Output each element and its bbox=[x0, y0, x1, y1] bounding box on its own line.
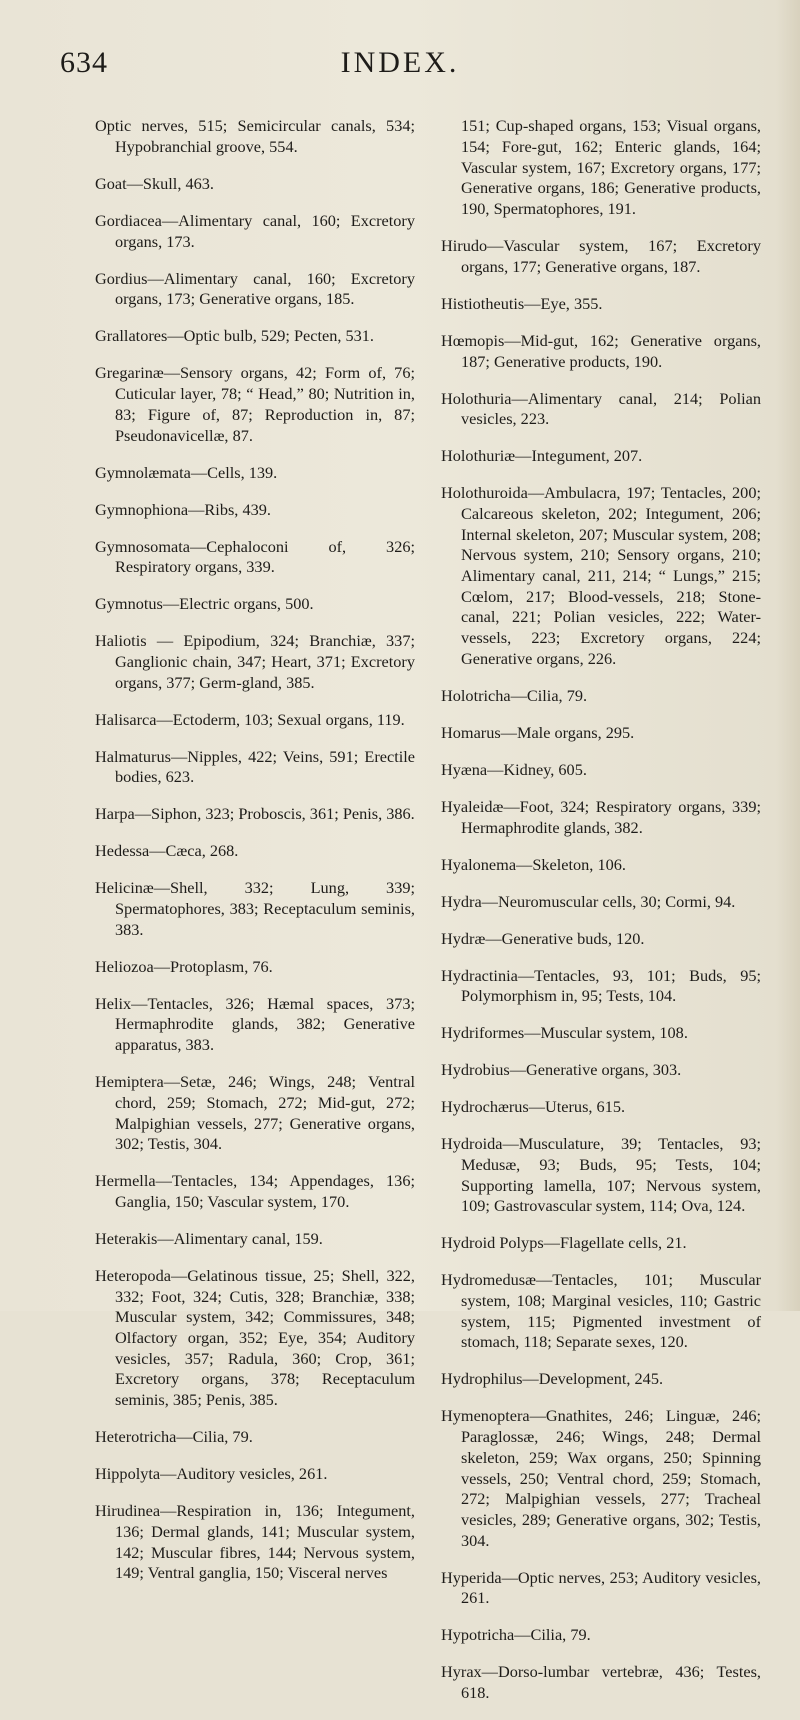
index-entry: Heterakis—Alimentary canal, 159. bbox=[95, 1228, 323, 1248]
index-entry: Hedessa—Cæca, 268. bbox=[95, 841, 239, 861]
index-entry: Hydriformes—Muscular system, 108. bbox=[441, 1023, 688, 1043]
index-entry: Hydrochærus—Uterus, 615. bbox=[441, 1097, 626, 1117]
index-entry: Halisarca—Ectoderm, 103; Sexual organs, 119. bbox=[95, 709, 405, 729]
index-entry: Hermella—Tentacles, 134; Appendages, 136; Ganglia, 150; Vascular system, 170. bbox=[95, 1171, 415, 1211]
right-column bbox=[441, 100, 761, 1720]
page-number: 634 bbox=[60, 46, 108, 79]
index-entry: Hypotricha—Cilia, 79. bbox=[441, 1625, 591, 1645]
index-entry: Helix—Tentacles, 326; Hæmal spaces, 373; Hermaphrodite glands, 382; Generative apparatus, 383. bbox=[95, 993, 415, 1055]
index-entry: Gymnotus—Electric organs, 500. bbox=[95, 594, 314, 614]
index-entry: Halmaturus—Nipples, 422; Veins, 591; Erectile bodies, 623. bbox=[95, 746, 415, 787]
index-entry: Hyæna—Kidney, 605. bbox=[441, 759, 587, 779]
index-entry: Hyperida—Optic nerves, 253; Auditory vesicles, 261. bbox=[441, 1567, 761, 1608]
index-entry: Gordiacea—Alimentary canal, 160; Excretory organs, 173. bbox=[95, 211, 415, 251]
index-entry: Hyalonema—Skeleton, 106. bbox=[441, 854, 626, 874]
index-entry: Hydra—Neuromuscular cells, 30; Cormi, 94. bbox=[441, 891, 736, 911]
index-entry: Helicinæ—Shell, 332; Lung, 339; Spermatophores, 383; Receptaculum seminis, 383. bbox=[95, 878, 415, 939]
index-entry: Hyaleidæ—Foot, 324; Respiratory organs, 339; Hermaphrodite glands, 382. bbox=[441, 796, 761, 837]
index-entry: Hippolyta—Auditory vesicles, 261. bbox=[95, 1464, 328, 1484]
index-entry: Hœmopis—Mid-gut, 162; Generative organs, 187; Generative products, 190. bbox=[441, 330, 761, 371]
index-entry: Gymnosomata—Cephaloconi of, 326; Respiratory organs, 339. bbox=[95, 536, 415, 577]
index-entry: Heliozoa—Protoplasm, 76. bbox=[95, 956, 273, 976]
index-entry: Heteropoda—Gelatinous tissue, 25; Shell, 322, 332; Foot, 324; Cutis, 328; Branchiæ, 338; Muscular system, 342; Commissures, 348; Olfactory organ, 352; Eye, 354; Auditory vesicles, 357; Radula, 360; Crop, 361; Excretory organs, 378; Receptaculum seminis, 385; Penis, 385. bbox=[95, 1265, 415, 1410]
index-entry: Hydræ—Generative buds, 120. bbox=[441, 928, 645, 948]
index-entry: Holotricha—Cilia, 79. bbox=[441, 685, 588, 705]
index-entry: Hydromedusæ—Tentacles, 101; Muscular system, 108; Marginal vesicles, 110; Gastric system, 115; Pigmented investment of stomach, 118; Separate sexes, 120. bbox=[441, 1270, 761, 1352]
index-entry: Hemiptera—Setæ, 246; Wings, 248; Ventral chord, 259; Stomach, 272; Mid-gut, 272; Malpighian vessels, 277; Generative organs, 302; Testis, 304. bbox=[95, 1072, 415, 1154]
index-entry: Holothuria—Alimentary canal, 214; Polian vesicles, 223. bbox=[441, 388, 761, 429]
index-entry: Gymnophiona—Ribs, 439. bbox=[95, 499, 271, 519]
index-entry: Gregarinæ—Sensory organs, 42; Form of, 76; Cuticular layer, 78; “ Head,” 80; Nutrition in, 83; Figure of, 87; Reproduction in, 87; Pseudonavicellæ, 87. bbox=[95, 363, 415, 445]
index-entry: Heterotricha—Cilia, 79. bbox=[95, 1427, 253, 1447]
index-entry: Harpa—Siphon, 323; Proboscis, 361; Penis, 386. bbox=[95, 804, 415, 824]
index-entry: Optic nerves, 515; Semicircular canals, 534; Hypobranchial groove, 554. bbox=[95, 116, 415, 156]
index-entry: Hydrophilus—Development, 245. bbox=[441, 1369, 664, 1389]
running-title: INDEX. bbox=[340, 46, 460, 79]
index-entry: Hirudinea—Respiration in, 136; Integument, 136; Dermal glands, 141; Muscular system, 142; Muscular fibres, 144; Nervous system, 149; Ventral ganglia, 150; Visceral nerves bbox=[95, 1501, 415, 1583]
index-entry: Holothuroida—Ambulacra, 197; Tentacles, 200; Calcareous skeleton, 202; Integument, 206; Internal skeleton, 207; Muscular system, 208; Nervous system, 210; Sensory organs, 210; Alimentary canal, 211, 214; “ Lungs,” 215; Cœlom, 217; Blood-vessels, 218; Stone-canal, 221; Polian vesicles, 222; Water-vessels, 223; Excretory organs, 224; Generative organs, 226. bbox=[441, 483, 761, 668]
index-entry: Histiotheutis—Eye, 355. bbox=[441, 293, 603, 313]
index-entry: Hirudo—Vascular system, 167; Excretory organs, 177; Generative organs, 187. bbox=[441, 236, 761, 276]
index-entry: Homarus—Male organs, 295. bbox=[441, 722, 635, 742]
index-entry: Haliotis — Epipodium, 324; Branchiæ, 337; Ganglionic chain, 347; Heart, 371; Excretory organs, 377; Germ-gland, 385. bbox=[95, 631, 415, 692]
index-entry: Hymenoptera—Gnathites, 246; Linguæ, 246; Paraglossæ, 246; Wings, 248; Dermal skeleton, 259; Wax organs, 250; Spinning vessels, 250; Ventral chord, 259; Stomach, 272; Malpighian vessels, 277; Tracheal vesicles, 289; Generative organs, 302; Testis, 304. bbox=[441, 1406, 761, 1550]
page-header bbox=[60, 46, 740, 86]
index-entry: Hydroida—Musculature, 39; Tentacles, 93; Medusæ, 93; Buds, 95; Tests, 104; Supporting lamella, 107; Nervous system, 109; Gastrovascular system, 114; Ova, 124. bbox=[441, 1134, 761, 1216]
left-column bbox=[95, 100, 415, 1600]
index-entry: Hydrobius—Generative organs, 303. bbox=[441, 1060, 682, 1080]
index-entry: Holothuriæ—Integument, 207. bbox=[441, 446, 643, 466]
index-columns bbox=[95, 100, 761, 1703]
index-entry: Grallatores—Optic bulb, 529; Pecten, 531. bbox=[95, 326, 374, 346]
index-entry-continued: 151; Cup-shaped organs, 153; Visual organs, 154; Fore-gut, 162; Enteric glands, 164; Vascular system, 167; Excretory organs, 177; Generative organs, 186; Generative products, 190, Spermatophores, 191. bbox=[461, 116, 761, 219]
index-entry: Hydractinia—Tentacles, 93, 101; Buds, 95; Polymorphism in, 95; Tests, 104. bbox=[441, 965, 761, 1006]
index-entry: Hydroid Polyps—Flagellate cells, 21. bbox=[441, 1233, 687, 1253]
index-entry: Goat—Skull, 463. bbox=[95, 174, 214, 193]
index-entry: Gymnolæmata—Cells, 139. bbox=[95, 462, 278, 482]
index-entry: Hyrax—Dorso-lumbar vertebræ, 436; Testes, 618. bbox=[441, 1662, 761, 1703]
index-entry: Gordius—Alimentary canal, 160; Excretory organs, 173; Generative organs, 185. bbox=[95, 268, 415, 309]
